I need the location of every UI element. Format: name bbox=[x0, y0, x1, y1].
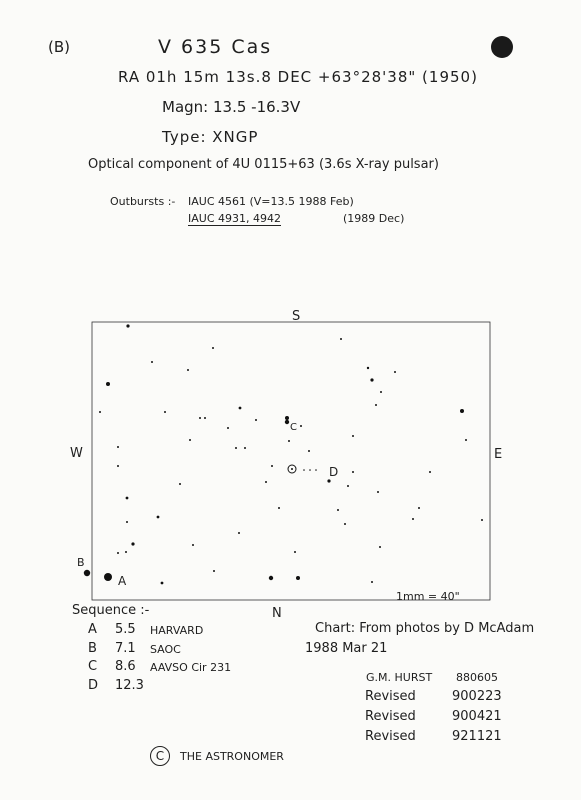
sequence-row-c-source: AAVSO Cir 231 bbox=[150, 661, 232, 674]
chart-label-east: E bbox=[494, 447, 503, 462]
star-a bbox=[104, 573, 112, 581]
sequence-title: Sequence :- bbox=[72, 603, 150, 618]
revision-1-label: Revised bbox=[365, 689, 416, 704]
star-c bbox=[285, 420, 289, 424]
revision-2-date: 900421 bbox=[452, 709, 502, 724]
chart-credit-date: 1988 Mar 21 bbox=[305, 641, 388, 656]
sequence-row-b-mag: 7.1 bbox=[115, 641, 136, 656]
field-stars bbox=[99, 324, 483, 584]
revision-3-date: 921121 bbox=[452, 729, 502, 744]
chart-label-north: N bbox=[272, 606, 282, 621]
outbursts-label: Outbursts :- bbox=[110, 195, 176, 208]
star-a-label: A bbox=[118, 574, 127, 588]
star-b bbox=[84, 570, 90, 576]
star-name: V 635 Cas bbox=[158, 36, 273, 58]
star-d-label: D bbox=[329, 465, 339, 479]
star-b-label: B bbox=[77, 556, 85, 569]
chart-label-south: S bbox=[292, 309, 301, 324]
star-d bbox=[327, 479, 330, 482]
revision-1-date: 900223 bbox=[452, 689, 502, 704]
variable-leader-dots bbox=[303, 469, 317, 471]
sequence-row-a-mag: 5.5 bbox=[115, 622, 136, 637]
copyright-line bbox=[150, 746, 284, 766]
coordinates: RA 01h 15m 13s.8 DEC +63°28'38" (1950) bbox=[118, 68, 478, 86]
outburst-line-1: IAUC 4561 (V=13.5 1988 Feb) bbox=[188, 195, 354, 208]
sequence-row-d-id: D bbox=[88, 678, 99, 693]
sequence-row-a-id: A bbox=[88, 622, 97, 637]
chart-frame bbox=[92, 322, 490, 600]
magnitude-range: Magn: 13.5 -16.3V bbox=[162, 98, 301, 116]
sequence-row-b-source: SAOC bbox=[150, 643, 181, 656]
chart-label: (B) bbox=[48, 38, 70, 56]
author-date: 880605 bbox=[456, 671, 498, 684]
chart-credit: Chart: From photos by D McAdam bbox=[315, 621, 535, 636]
star-c-label: C bbox=[290, 422, 297, 433]
revision-2-label: Revised bbox=[365, 709, 416, 724]
variable-star bbox=[291, 468, 293, 470]
outburst-refs: IAUC 4931, 4942 bbox=[188, 212, 281, 225]
sequence-row-c-mag: 8.6 bbox=[115, 659, 136, 674]
sequence-row-b-id: B bbox=[88, 641, 97, 656]
copyright-symbol: C bbox=[150, 746, 170, 766]
author-name: G.M. HURST bbox=[366, 671, 433, 684]
chart-label-west: W bbox=[70, 446, 83, 461]
outburst-date: (1989 Dec) bbox=[343, 212, 405, 225]
revision-3-label: Revised bbox=[365, 729, 416, 744]
optical-component-note: Optical component of 4U 0115+63 (3.6s X-ray pulsar) bbox=[88, 157, 439, 172]
sequence-row-a-source: HARVARD bbox=[150, 624, 204, 637]
sequence-row-d-mag: 12.3 bbox=[115, 678, 144, 693]
sequence-row-c-id: C bbox=[88, 659, 98, 674]
variable-type: Type: XNGP bbox=[162, 128, 259, 146]
chart-scale: 1mm = 40" bbox=[396, 590, 460, 603]
publisher-name: THE ASTRONOMER bbox=[180, 750, 284, 763]
